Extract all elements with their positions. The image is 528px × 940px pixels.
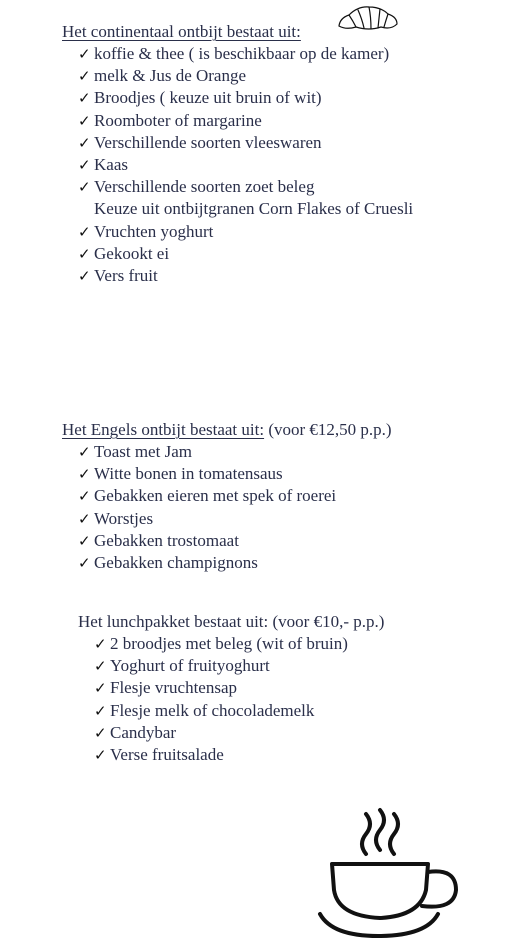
lunch-heading-text: Het lunchpakket bestaat uit: [78, 612, 269, 631]
list-item [78, 552, 392, 574]
checkmark-icon: ✓ [78, 531, 91, 550]
english-heading-text: Het Engels ontbijt bestaat uit: [62, 420, 265, 439]
list-item-text: Flesje melk of chocolademelk [110, 700, 315, 720]
checkmark-icon: ✓ [94, 723, 107, 742]
list-item-text: Gebakken trostomaat [94, 530, 239, 550]
list-item [78, 221, 413, 243]
checkmark-icon: ✓ [94, 657, 107, 676]
list-item [78, 87, 413, 109]
checkmark-icon: ✓ [78, 509, 91, 528]
list-item [94, 744, 384, 766]
list-item [94, 633, 384, 655]
list-item-text: Verschillende soorten vleeswaren [94, 132, 322, 152]
checkmark-icon: ✓ [78, 111, 91, 130]
croissant-icon [336, 2, 400, 34]
list-item-text: Toast met Jam [94, 442, 192, 461]
checkmark-icon: ✓ [78, 178, 91, 197]
list-item-text: Worstjes [94, 508, 154, 528]
list-item-text: Gebakken eieren met spek of roerei [94, 486, 337, 506]
list-item [78, 463, 392, 485]
list-item [94, 722, 384, 744]
list-item [78, 65, 413, 87]
list-item [78, 530, 392, 552]
list-item-text: Vruchten yoghurt [94, 221, 214, 241]
checkmark-icon: ✓ [78, 222, 91, 241]
checkmark-icon: ✓ [94, 635, 107, 653]
list-item-text: koffie & thee ( is beschikbaar op de kamer) [94, 44, 390, 63]
english-heading [62, 419, 392, 441]
continental-list [78, 43, 413, 287]
lunch-list [94, 633, 384, 766]
checkmark-icon: ✓ [78, 553, 91, 572]
list-item [78, 485, 392, 507]
list-item-text: Gebakken champignons [94, 552, 258, 572]
checkmark-icon: ✓ [78, 266, 91, 285]
list-item-text: melk & Jus de Orange [94, 66, 247, 86]
list-item-text: Kaas [94, 154, 128, 174]
lunch-price: (voor €10,- p.p.) [272, 612, 385, 631]
checkmark-icon: ✓ [94, 701, 107, 720]
list-item [78, 43, 413, 65]
checkmark-icon: ✓ [94, 745, 107, 764]
checkmark-icon: ✓ [78, 443, 91, 461]
list-item-text: Yoghurt of fruityoghurt [110, 656, 270, 676]
list-item [78, 132, 413, 154]
list-item-text: Candybar [110, 722, 177, 742]
checkmark-icon: ✓ [78, 244, 91, 263]
list-item-text: Keuze uit ontbijtgranen Corn Flakes of Cruesli [94, 199, 414, 219]
lunch-heading [78, 611, 384, 633]
list-item [78, 508, 392, 530]
checkmark-icon: ✓ [78, 67, 91, 86]
list-item [78, 441, 392, 463]
list-item [94, 700, 384, 722]
list-item [78, 265, 413, 287]
english-section [62, 419, 392, 574]
list-item-text: Verse fruitsalade [110, 744, 224, 764]
list-item-text: Gekookt ei [94, 243, 170, 263]
lunch-section [78, 611, 384, 766]
checkmark-icon: ✓ [78, 487, 91, 506]
coffee-cup-icon [312, 806, 464, 940]
continental-section [62, 21, 413, 287]
list-item-text: 2 broodjes met beleg (wit of bruin) [110, 634, 348, 653]
list-item-text: Witte bonen in tomatensaus [94, 464, 283, 484]
checkmark-icon: ✓ [94, 679, 107, 698]
list-item [94, 677, 384, 699]
list-item [78, 198, 413, 220]
list-item-text: Vers fruit [94, 265, 158, 285]
checkmark-icon: ✓ [78, 45, 91, 63]
checkmark-icon: ✓ [78, 89, 91, 108]
checkmark-icon: ✓ [78, 465, 91, 484]
english-price: (voor €12,50 p.p.) [268, 420, 392, 439]
checkmark-icon: ✓ [78, 155, 91, 174]
list-item [78, 110, 413, 132]
list-item [78, 176, 413, 198]
list-item-text: Broodjes ( keuze uit bruin of wit) [94, 88, 322, 108]
english-list [78, 441, 392, 574]
list-item-text: Roomboter of margarine [94, 110, 262, 130]
checkmark-icon: ✓ [78, 133, 91, 152]
list-item-text: Flesje vruchtensap [110, 678, 237, 698]
list-item [78, 154, 413, 176]
list-item-text: Verschillende soorten zoet beleg [94, 177, 315, 197]
list-item [78, 243, 413, 265]
continental-heading-text: Het continentaal ontbijt bestaat uit: [62, 22, 301, 41]
list-item [94, 655, 384, 677]
